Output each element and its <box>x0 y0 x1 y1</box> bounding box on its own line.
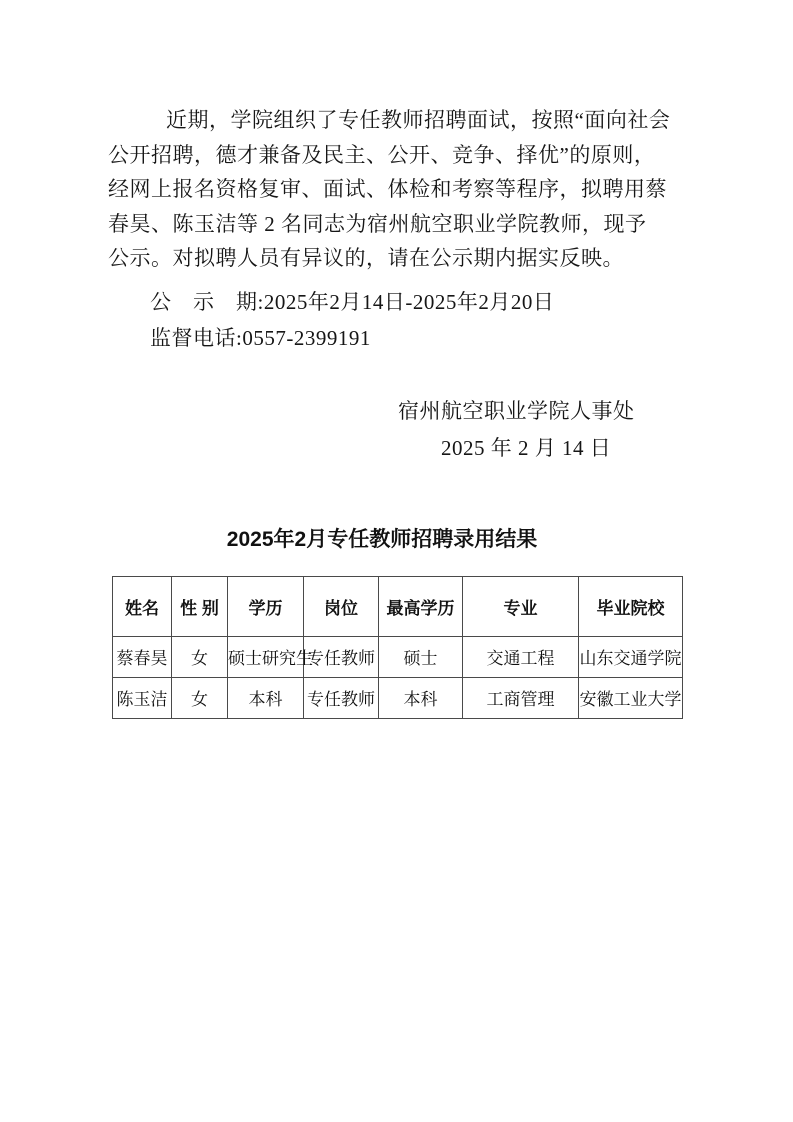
table-title: 2025年2月专任教师招聘录用结果 <box>226 527 538 551</box>
recruitment-results-table <box>112 576 683 719</box>
cell-position: 专任教师 <box>304 677 379 718</box>
publicity-period-line: 公 示 期:2025年2月14日-2025年2月20日 <box>150 289 555 314</box>
table-row <box>113 677 683 718</box>
table-row <box>113 636 683 677</box>
cell-position: 专任教师 <box>304 636 379 677</box>
cell-name: 蔡春昊 <box>113 636 172 677</box>
header-name: 姓名 <box>113 576 172 636</box>
header-gender: 性 别 <box>172 576 228 636</box>
notice-details <box>108 284 684 356</box>
document-content <box>108 103 684 719</box>
cell-gender: 女 <box>172 636 228 677</box>
header-position: 岗位 <box>304 576 379 636</box>
header-education: 学历 <box>228 576 304 636</box>
cell-major: 工商管理 <box>463 677 579 718</box>
paragraph-line: 近期，学院组织了专任教师招聘面试，按照“面向社会 <box>166 108 671 132</box>
table-header-row <box>113 576 683 636</box>
cell-name: 陈玉洁 <box>113 677 172 718</box>
cell-graduate-school: 安徽工业大学 <box>579 677 683 718</box>
header-major: 专业 <box>463 576 579 636</box>
cell-highest-degree: 硕士 <box>379 636 463 677</box>
paragraph-line: 春昊、陈玉洁等 2 名同志为宿州航空职业学院教师，现予 <box>108 211 647 236</box>
signature-organization: 宿州航空职业学院人事处 <box>398 398 635 423</box>
supervision-phone-line: 监督电话:0557-2399191 <box>150 325 371 350</box>
header-highest-degree: 最高学历 <box>379 576 463 636</box>
cell-graduate-school: 山东交通学院 <box>579 636 683 677</box>
header-graduate-school: 毕业院校 <box>579 576 683 636</box>
cell-major: 交通工程 <box>463 636 579 677</box>
cell-highest-degree: 本科 <box>379 677 463 718</box>
paragraph-line: 经网上报名资格复审、面试、体检和考察等程序，拟聘用蔡 <box>108 177 667 201</box>
cell-education: 硕士研究生 <box>228 636 304 677</box>
paragraph-line: 公示。对拟聘人员有异议的，请在公示期内据实反映。 <box>108 246 624 270</box>
signature-block <box>108 393 684 467</box>
paragraph-line: 公开招聘，德才兼备及民主、公开、竞争、择优”的原则， <box>108 142 656 167</box>
cell-education: 本科 <box>228 677 304 718</box>
body-paragraph <box>108 103 684 276</box>
signature-date: 2025 年 2 月 14 日 <box>441 435 612 460</box>
cell-gender: 女 <box>172 677 228 718</box>
